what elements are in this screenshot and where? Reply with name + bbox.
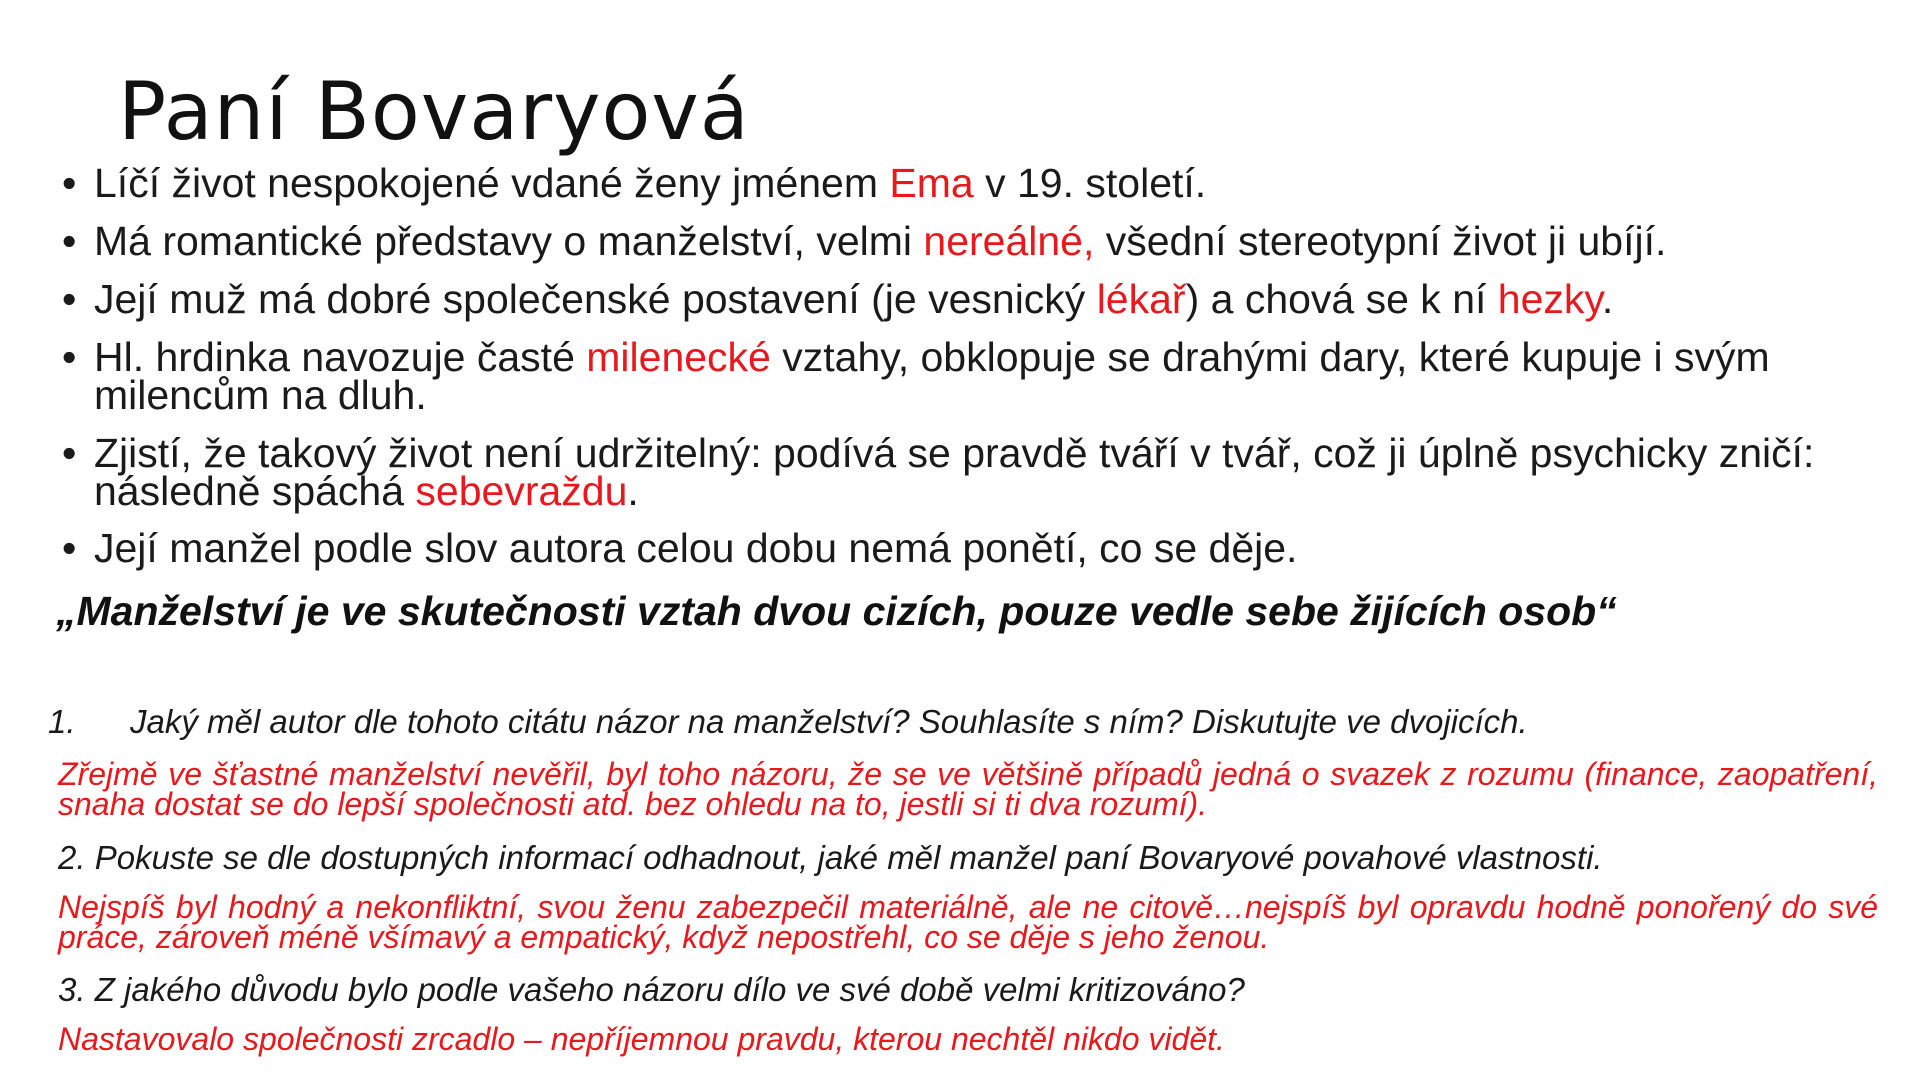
bullet-text: Její manžel podle slov autora celou dobu nemá ponětí, co se děje. <box>94 525 1298 571</box>
answer-3: Nastavovalo společnosti zrcadlo – nepříjemnou pravdu, kterou nechtěl nikdo vidět. <box>58 1021 1225 1057</box>
question-2: 2. Pokuste se dle dostupných informací odhadnout, jaké měl manžel paní Bovaryové povahové vlastnosti. <box>58 839 1603 876</box>
bullet-item <box>58 218 1878 280</box>
highlight-text: lékař <box>1096 276 1186 322</box>
question-number: 1. <box>48 703 76 740</box>
bullet-text: . <box>627 468 639 514</box>
bullet-text: všední stereotypní život ji ubíjí. <box>1094 218 1667 264</box>
bullet-item <box>58 430 1878 529</box>
slide-title: Paní Bovaryová <box>118 65 750 158</box>
bullet-text: v 19. století. <box>973 160 1207 206</box>
answer-1: Zřejmě ve šťastné manželství nevěřil, byl toho názoru, že se ve většině případů jedná o svazek z rozumu (finance, zaopatření, snaha dostat se do lepší společnosti atd. bez ohledu na to, jestli si ti dva rozumí). <box>58 756 1878 822</box>
bullet-item <box>58 160 1878 222</box>
bullet-list <box>58 160 1878 574</box>
bullet-text: Zjistí, že takový život není udržitelný: podívá se pravdě tváří v tvář, což ji úplně psychicky zničí: následně spáchá <box>94 430 1815 514</box>
bullet-text: Její muž má dobré společenské postavení (je vesnický <box>94 276 1097 322</box>
bullet-item <box>58 276 1878 338</box>
bullet-item <box>58 334 1878 434</box>
highlight-text: milenecké <box>586 334 771 380</box>
highlight-text: hezky <box>1497 276 1602 322</box>
bullet-text: ) a chová se k ní <box>1185 276 1498 322</box>
question-text: Jaký měl autor dle tohoto citátu názor na manželství? Souhlasíte s ním? Diskutujte ve dvojicích. <box>130 703 1528 740</box>
bullet-item <box>58 525 1878 574</box>
bullet-text: Hl. hrdinka navozuje časté <box>94 334 587 380</box>
answer-2: Nejspíš byl hodný a nekonfliktní, svou ženu zabezpečil materiálně, ale ne citově…nejspíš byl opravdu hodně ponořený do své práce, zároveň méně všímavý a empatický, když nepostřehl, co se děje s jeho ženou. <box>58 889 1878 955</box>
quote: „Manželství je ve skutečnosti vztah dvou cizích, pouze vedle sebe žijících osob“ <box>56 588 1617 634</box>
highlight-text: sebevraždu <box>415 468 628 514</box>
bullet-text: Líčí život nespokojené vdané ženy jménem <box>94 160 890 206</box>
question-3: 3. Z jakého důvodu bylo podle vašeho názoru dílo ve své době velmi kritizováno? <box>58 971 1245 1008</box>
bullet-text: . <box>1601 276 1614 322</box>
question-1 <box>48 702 1528 742</box>
highlight-text: nereálné, <box>923 218 1095 264</box>
highlight-text: Ema <box>889 160 974 206</box>
bullet-text: vztahy, obklopuje se drahými dary, které kupuje i svým milencům na dluh. <box>94 334 1770 418</box>
bullet-text: Má romantické představy o manželství, velmi <box>94 218 924 264</box>
